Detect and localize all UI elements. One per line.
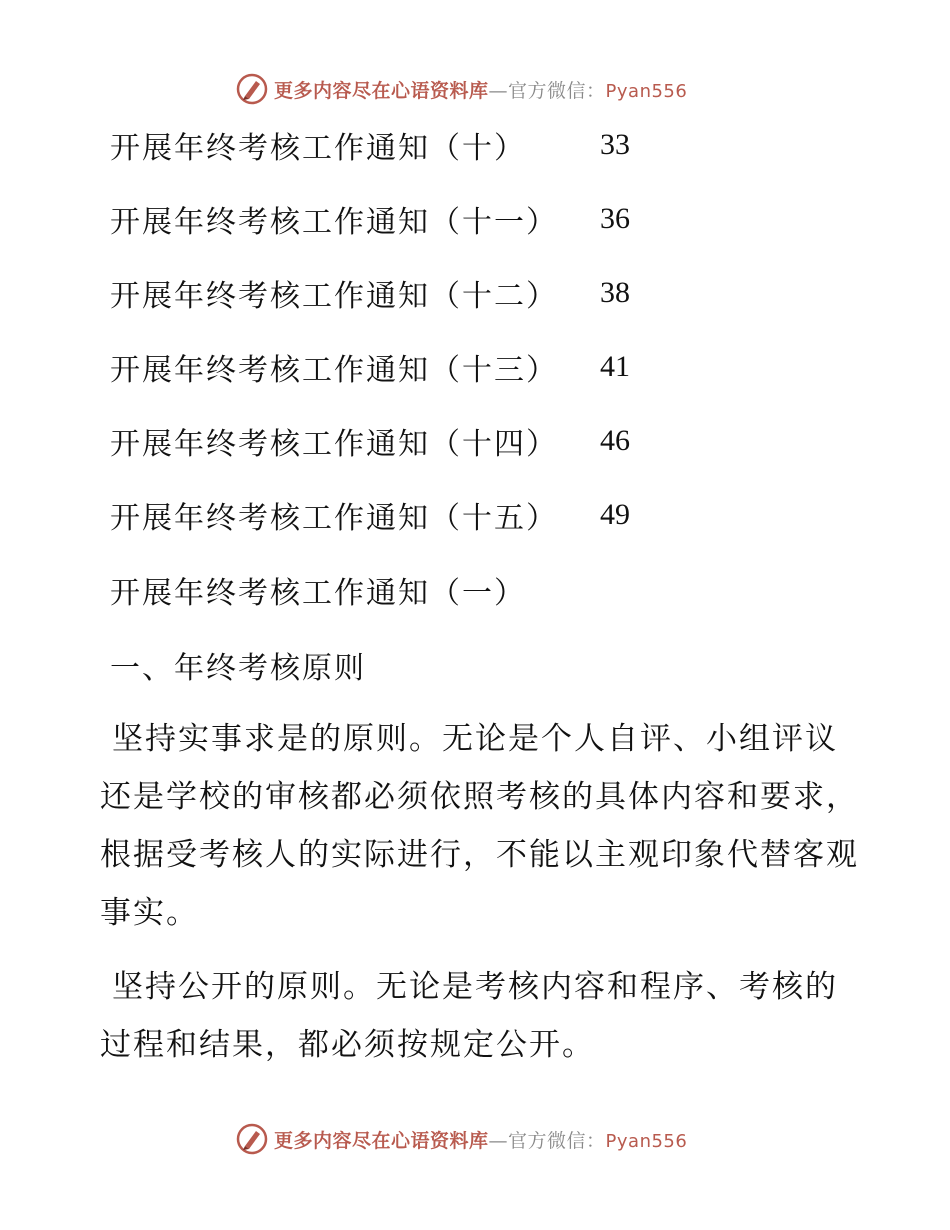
toc-item-title: 开展年终考核工作通知（十四） (110, 427, 558, 462)
toc-item (110, 414, 670, 468)
toc-item-title: 开展年终考核工作通知（十三） (110, 353, 558, 388)
toc-item-title: 开展年终考核工作通知（十） (110, 131, 526, 166)
watermark-wechat-id: Pyan556 (605, 1130, 688, 1152)
toc-item-title: 开展年终考核工作通知（十一） (110, 205, 558, 240)
section-heading: 一、年终考核原则 (110, 651, 366, 686)
watermark-text (274, 76, 687, 103)
watermark-wechat-id: Pyan556 (605, 80, 688, 102)
watermark-site-name: 更多内容尽在心语资料库 (274, 1129, 489, 1152)
toc-item (110, 340, 670, 394)
toc-item (110, 488, 670, 542)
toc-item-title: 开展年终考核工作通知（十二） (110, 279, 558, 314)
toc-item-page: 36 (600, 202, 630, 235)
watermark-site-name: 更多内容尽在心语资料库 (274, 79, 489, 102)
toc-item (110, 266, 670, 320)
toc-item-page: 46 (600, 424, 630, 457)
document-title: 开展年终考核工作通知（一） (110, 576, 526, 611)
watermark-text (274, 1126, 687, 1153)
toc-item-page: 33 (600, 128, 630, 161)
watermark-wechat-label: —官方微信： (488, 79, 606, 102)
toc-item-title: 开展年终考核工作通知（十五） (110, 501, 558, 536)
toc-item-page: 38 (600, 276, 630, 309)
toc-item (110, 118, 670, 172)
toc-item-page: 41 (600, 350, 630, 383)
paragraph: 坚持公开的原则。无论是考核内容和程序、考核的过程和结果，都必须按规定公开。 (100, 969, 838, 1063)
pen-logo-icon (236, 1123, 268, 1155)
toc-item (110, 192, 670, 246)
toc-item-page: 49 (600, 498, 630, 531)
pen-logo-icon (236, 73, 268, 105)
watermark-wechat-label: —官方微信： (488, 1129, 606, 1152)
paragraph: 坚持实事求是的原则。无论是个人自评、小组评议还是学校的审核都必须依照考核的具体内容和要求，根据受考核人的实际进行，不能以主观印象代替客观事实。 (100, 721, 859, 931)
watermark-banner-bottom (236, 1122, 716, 1156)
watermark-banner-top (236, 72, 716, 106)
